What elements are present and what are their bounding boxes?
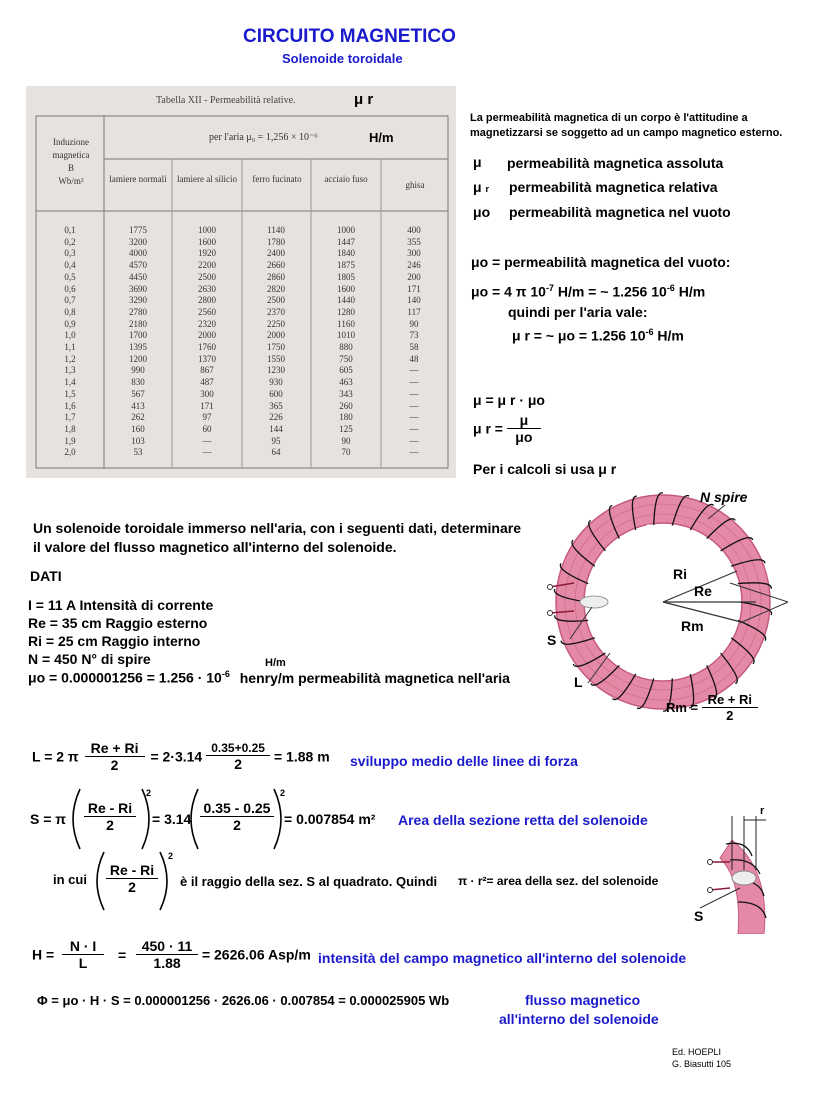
table-cell: 2320 [198, 318, 216, 329]
mu-symbol: μ [473, 154, 482, 170]
table-cell: 2500 [198, 271, 216, 282]
table-cell: 1230 [267, 365, 285, 376]
table-cell: 2370 [267, 306, 285, 317]
air-note: per l'aria μ₀ = 1,256 × 10⁻⁶ [209, 132, 318, 143]
muo-formula: μo = 4 π $10^{-7}$ H/m = ~ 1.256 $10^{-6}$ H/m [471, 283, 706, 300]
calc-h: H = $\frac{N \cdot I}{L}$ = $\frac{450 \cdot 11}{1.88}$ = 2626.06 Asp/m [32, 938, 311, 971]
table-cell: 4450 [129, 271, 147, 282]
calcoli-note: Per i calcoli si usa μ r [473, 461, 617, 477]
table-cell: 200 [407, 271, 421, 282]
table-cell: 171 [407, 283, 421, 294]
intro-line-2: magnetizzarsi se soggetto ad un campo magnetico esterno. [470, 127, 783, 139]
label-l: L [574, 674, 583, 690]
incui-sq: 2 [168, 851, 174, 861]
table-cell: 355 [407, 236, 421, 247]
incui-label: in cui [53, 872, 87, 887]
dato-ri: Ri = 25 cm Raggio interno [28, 633, 201, 649]
muo-vuoto: μo = permeabilità magnetica del vuoto: [471, 254, 731, 270]
table-cell: 1805 [337, 271, 355, 282]
muo-symbol: μo [473, 204, 491, 220]
table-row-induction: 1,7 [64, 412, 76, 423]
table-cell: 260 [339, 400, 353, 411]
table-cell: 930 [269, 377, 283, 388]
table-cell: 1000 [198, 225, 216, 235]
dato-re: Re = 35 cm Raggio esterno [28, 615, 208, 631]
page-title: CIRCUITO MAGNETICO [243, 26, 456, 47]
table-cell: 58 [409, 342, 419, 352]
calc-s-sq2: 2 [280, 788, 286, 798]
table-cell: 140 [407, 295, 421, 306]
table-cell: 1395 [129, 342, 147, 352]
table-cell: 300 [407, 248, 421, 259]
table-cell: 60 [202, 423, 212, 434]
air-unit: H/m [369, 130, 394, 145]
table-cell: 171 [200, 400, 214, 411]
table-cell: 1600 [198, 236, 216, 247]
table-cell: 880 [339, 342, 353, 352]
page-subtitle: Solenoide toroidale [282, 51, 403, 66]
table-cell: 2200 [198, 260, 216, 271]
table-cell: 1000 [337, 225, 355, 235]
table-row-induction: 2,0 [64, 447, 76, 458]
table-cell: 1750 [267, 342, 285, 352]
table-cell: 95 [271, 435, 281, 446]
table-row-induction: 0,1 [64, 225, 76, 235]
table-cell: 70 [341, 447, 351, 458]
table-cell: 1875 [337, 260, 355, 271]
table-cell: 262 [131, 412, 145, 423]
table-cell: 413 [131, 400, 145, 411]
table-row-induction: 0,6 [64, 283, 76, 294]
table-cell: 1370 [198, 353, 216, 364]
label-b: B [646, 521, 657, 537]
calc-h-desc: intensità del campo magnetico all'interno del solenoide [318, 950, 687, 966]
table-cell: 48 [409, 353, 419, 364]
col-header-ghisa: ghisa [405, 180, 425, 190]
col-header-ferro: ferro fucinato [252, 174, 302, 184]
table-cell: 463 [339, 377, 353, 388]
table-row-induction: 1,6 [64, 400, 76, 411]
footer-author: G. Biasutti 105 [672, 1059, 732, 1069]
table-cell: 3690 [129, 283, 147, 294]
def-mu: permeabilità magnetica assoluta [507, 155, 724, 171]
table-cell: 2780 [129, 306, 147, 317]
table-cell: 1140 [267, 225, 285, 235]
table-cell: 1760 [198, 342, 216, 352]
table-row-induction: 0,4 [64, 260, 76, 271]
incui-frac: $\frac{Re - Ri}{2}$ [106, 862, 158, 895]
calc-l-desc: sviluppo medio delle linee di forza [350, 753, 578, 769]
col0-header: Induzione magnetica B Wb/m² [52, 137, 90, 186]
table-cell: 144 [269, 423, 283, 434]
calc-phi: Φ = μo · H · S = 0.000001256 · 2626.06 · 0.007854 = 0.000025905 Wb [37, 993, 450, 1008]
table-cell: 2500 [267, 295, 285, 306]
table-cell: 365 [269, 400, 283, 411]
table-cell: 246 [407, 260, 421, 271]
table-cell: 4570 [129, 260, 147, 271]
col-header-lamiere-silicio: lamiere al silicio [177, 174, 237, 184]
table-cell: 300 [200, 388, 214, 399]
table-row-induction: 0,5 [64, 271, 76, 282]
calc-s-desc: Area della sezione retta del solenoide [398, 812, 648, 828]
table-cell: 125 [339, 423, 353, 434]
table-cell: 2180 [129, 318, 147, 329]
calc-s-pre: S = π [30, 811, 67, 827]
table-cell: 867 [200, 365, 214, 376]
table-cell: — [409, 388, 419, 399]
table-cell: 1550 [267, 353, 285, 364]
label-ri: Ri [673, 566, 687, 582]
table-cell: 1280 [337, 306, 355, 317]
table-cell: — [409, 447, 419, 458]
col-header-lamiere-normali: lamiere normali [109, 174, 167, 184]
col-header-acciaio: acciaio fuso [324, 174, 368, 184]
table-cell: 830 [131, 377, 145, 388]
table-cell: 180 [339, 412, 353, 423]
table-cell: 4000 [129, 248, 147, 259]
table-cell: — [409, 412, 419, 423]
table-cell: — [409, 377, 419, 388]
table-cell: 343 [339, 388, 353, 399]
table-cell: 1600 [337, 283, 355, 294]
calc-s-mid: = 3.14 [152, 811, 192, 827]
table-row-induction: 0,8 [64, 306, 76, 317]
mu-r-label: μ r [354, 91, 374, 108]
table-cell: 605 [339, 365, 353, 376]
table-cell: 1920 [198, 248, 216, 259]
table-row-induction: 1,8 [64, 423, 76, 434]
table-cell: 1200 [129, 353, 147, 364]
table-cell: 2860 [267, 271, 285, 282]
mur-symbol: μ r [473, 179, 489, 195]
table-cell: 117 [407, 306, 421, 317]
def-muo: permeabilità magnetica nel vuoto [509, 204, 731, 220]
label-n-spire: N spire [700, 489, 748, 505]
dato-n: N = 450 N° di spire [28, 651, 151, 667]
table-cell: 1440 [337, 295, 355, 306]
table-cell: 160 [131, 423, 145, 434]
table-cell: 487 [200, 377, 214, 388]
table-cell: 2000 [198, 330, 216, 341]
table-cell: 2560 [198, 306, 216, 317]
table-cell: 1780 [267, 236, 285, 247]
section-s-label: S [694, 908, 704, 924]
label-re: Re [694, 583, 712, 599]
mu-equation: μ = μ r · μo [473, 392, 545, 408]
section-diagram [700, 800, 772, 934]
quindi-aria: quindi per l'aria vale: [508, 304, 648, 320]
table-row-induction: 1,3 [64, 365, 76, 376]
table-cell: — [409, 423, 419, 434]
permeability-table-scan [26, 86, 456, 478]
table-cell: 1840 [337, 248, 355, 259]
dati-heading: DATI [30, 568, 62, 584]
table-cell: 3200 [129, 236, 147, 247]
table-cell: 90 [341, 435, 351, 446]
phi-desc-1: flusso magnetico [525, 992, 641, 1008]
table-cell: 2000 [267, 330, 285, 341]
incui-text: è il raggio della sez. S al quadrato. Quindi [180, 874, 438, 889]
table-row-induction: 1,9 [64, 435, 76, 446]
table-cell: 2630 [198, 283, 216, 294]
table-cell: — [202, 435, 212, 446]
table-cell: 53 [133, 447, 143, 458]
incui-pi: π · r²= area della sez. del solenoide [458, 874, 659, 888]
dato-muo-unit: H/m [265, 657, 286, 669]
table-cell: 64 [271, 447, 281, 458]
table-cell: 73 [409, 330, 419, 341]
problem-line-2: il valore del flusso magnetico all'interno del solenoide. [33, 539, 397, 555]
problem-line-1: Un solenoide toroidale immerso nell'aria, con i seguenti dati, determinare [33, 520, 522, 536]
table-cell: 1160 [337, 318, 355, 329]
label-s: S [547, 632, 557, 648]
intro-line-1: La permeabilità magnetica di un corpo è l'attitudine a [470, 112, 748, 124]
table-cell: 2820 [267, 283, 285, 294]
table-cell: 2800 [198, 295, 216, 306]
table-cell: 1700 [129, 330, 147, 341]
table-cell: 103 [131, 435, 145, 446]
table-row-induction: 1,4 [64, 377, 76, 388]
mur-equation: μ r = $\frac{\mu}{\mu o}$ [473, 412, 541, 445]
calc-s-frac: $\frac{Re - Ri}{2}$ [84, 800, 136, 833]
table-row-induction: 0,3 [64, 248, 76, 259]
table-cell: — [409, 365, 419, 376]
table-cell: 750 [339, 353, 353, 364]
table-cell: 990 [131, 365, 145, 376]
phi-desc-2: all'interno del solenoide [499, 1011, 659, 1027]
mur-aria: μ r = ~ μo = 1.256 $10^{-6}$ H/m [512, 327, 684, 344]
dato-muo: $\mu o = 0.000001256 = 1.256 \cdot 10^{-6}$ henry/m permeabilità magnetica nell'aria [28, 669, 510, 686]
table-row-induction: 1,5 [64, 388, 76, 399]
table-cell: 2400 [267, 248, 285, 259]
table-row-induction: 0,2 [64, 236, 76, 247]
label-rm: Rm [681, 618, 704, 634]
table-row-induction: 0,7 [64, 295, 76, 306]
table-cell: 600 [269, 388, 283, 399]
table-cell: — [409, 435, 419, 446]
dato-corrente: I = 11 A Intensità di corrente [28, 597, 214, 613]
rm-formula: Rm = $\frac{Re + Ri}{2}$ [666, 692, 758, 723]
table-cell: — [409, 400, 419, 411]
table-row-induction: 0,9 [64, 318, 76, 329]
table-cell: 400 [407, 225, 421, 235]
table-cell: 3290 [129, 295, 147, 306]
table-cell: 2250 [267, 318, 285, 329]
table-cell: 2660 [267, 260, 285, 271]
table-cell: 1775 [129, 225, 147, 235]
calc-s-res: = 0.007854 m² [284, 811, 376, 827]
table-cell: 97 [202, 412, 212, 423]
table-cell: 1010 [337, 330, 355, 341]
table-cell: — [202, 447, 212, 458]
table-row-induction: 1,2 [64, 353, 76, 364]
def-mur: permeabilità magnetica relativa [509, 179, 718, 195]
table-cell: 567 [131, 388, 145, 399]
table-cell: 90 [409, 318, 419, 329]
calc-s-sq1: 2 [146, 788, 152, 798]
calc-s-frac2: $\frac{0.35 - 0.25}{2}$ [200, 800, 274, 833]
table-caption: Tabella XII - Permeabilità relative. [156, 95, 296, 106]
table-cell: 1447 [337, 236, 355, 247]
footer-publisher: Ed. HOEPLI [672, 1047, 722, 1057]
table-cell: 226 [269, 412, 283, 423]
calc-l: L = 2 π $\frac{Re + Ri}{2}$ = 2·3.14 $\frac{0.35+0.25}{2}$ = 1.88 m [32, 740, 330, 773]
table-row-induction: 1,1 [64, 342, 76, 352]
section-r-label: r [760, 805, 765, 817]
table-row-induction: 1,0 [64, 330, 76, 341]
